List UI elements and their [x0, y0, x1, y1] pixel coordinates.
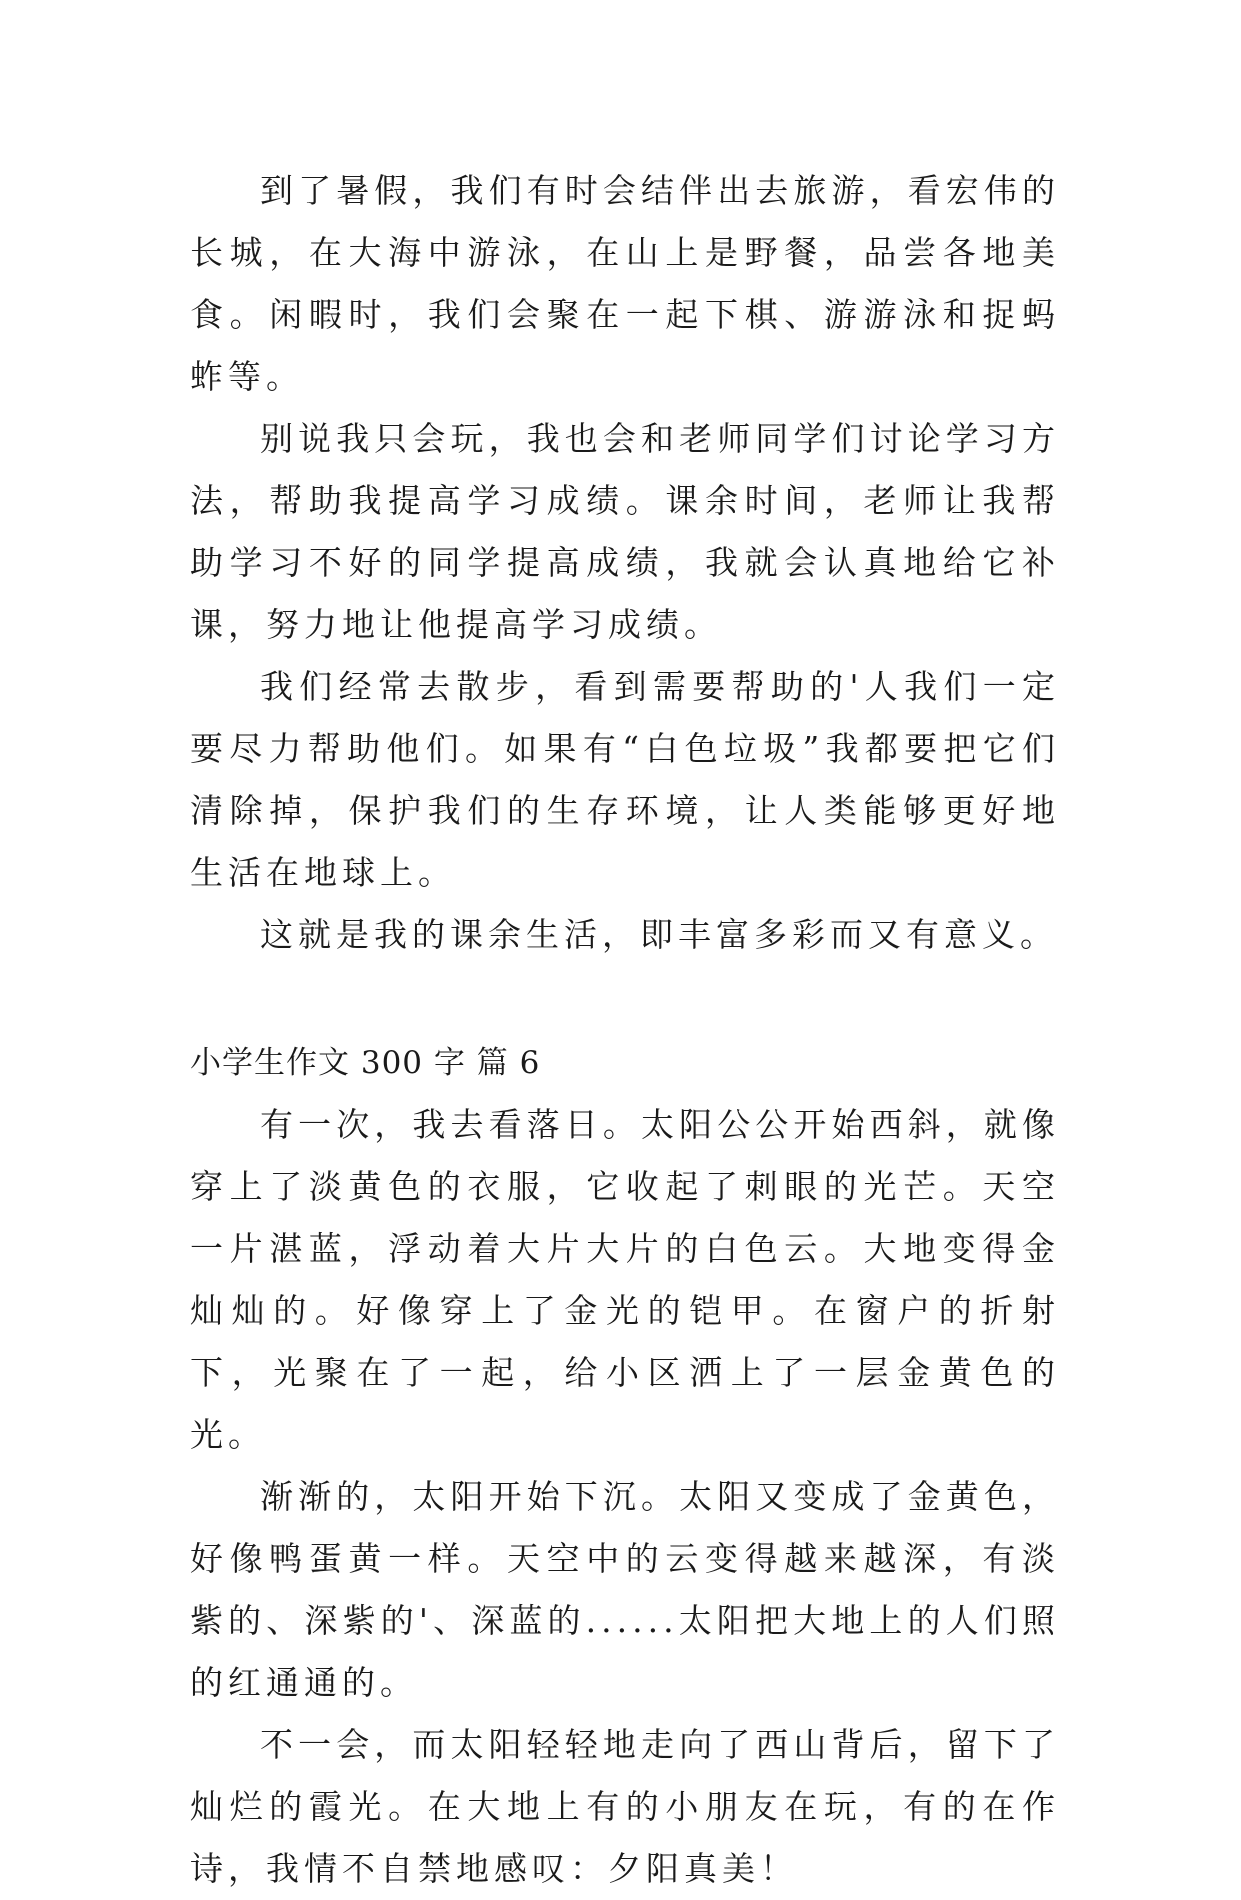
paragraph: 我们经常去散步，看到需要帮助的'人我们一定要尽力帮助他们。如果有“白色垃圾”我都要把它们清除掉，保护我们的生存环境，让人类能够更好地生活在地球上。	[190, 667, 1060, 892]
paragraph: 到了暑假，我们有时会结伴出去旅游，看宏伟的长城，在大海中游泳，在山上是野餐，品尝各地美食。闲暇时，我们会聚在一起下棋、游游泳和捉蚂蚱等。	[190, 171, 1060, 396]
document-page	[190, 160, 1060, 1900]
paragraph: 不一会，而太阳轻轻地走向了西山背后，留下了灿烂的霞光。在大地上有的小朋友在玩，有的在作诗，我情不自禁地感叹：夕阳真美！	[190, 1725, 1060, 1888]
paragraph: 渐渐的，太阳开始下沉。太阳又变成了金黄色，好像鸭蛋黄一样。天空中的云变得越来越深，有淡紫的、深紫的'、深蓝的......太阳把大地上的人们照的红通通的。	[190, 1477, 1060, 1702]
paragraph: 别说我只会玩，我也会和老师同学们讨论学习方法，帮助我提高学习成绩。课余时间，老师让我帮助学习不好的同学提高成绩，我就会认真地给它补课，努力地让他提高学习成绩。	[190, 419, 1060, 644]
paragraph: 这就是我的课余生活，即丰富多彩而又有意义。	[260, 915, 1058, 954]
section-heading: 小学生作文 300 字 篇 6	[190, 1045, 541, 1081]
paragraph: 有一次，我去看落日。太阳公公开始西斜，就像穿上了淡黄色的衣服，它收起了刺眼的光芒。天空一片湛蓝，浮动着大片大片的白色云。大地变得金灿灿的。好像穿上了金光的铠甲。在窗户的折射下，光聚在了一起，给小区洒上了一层金黄色的光。	[190, 1105, 1060, 1454]
